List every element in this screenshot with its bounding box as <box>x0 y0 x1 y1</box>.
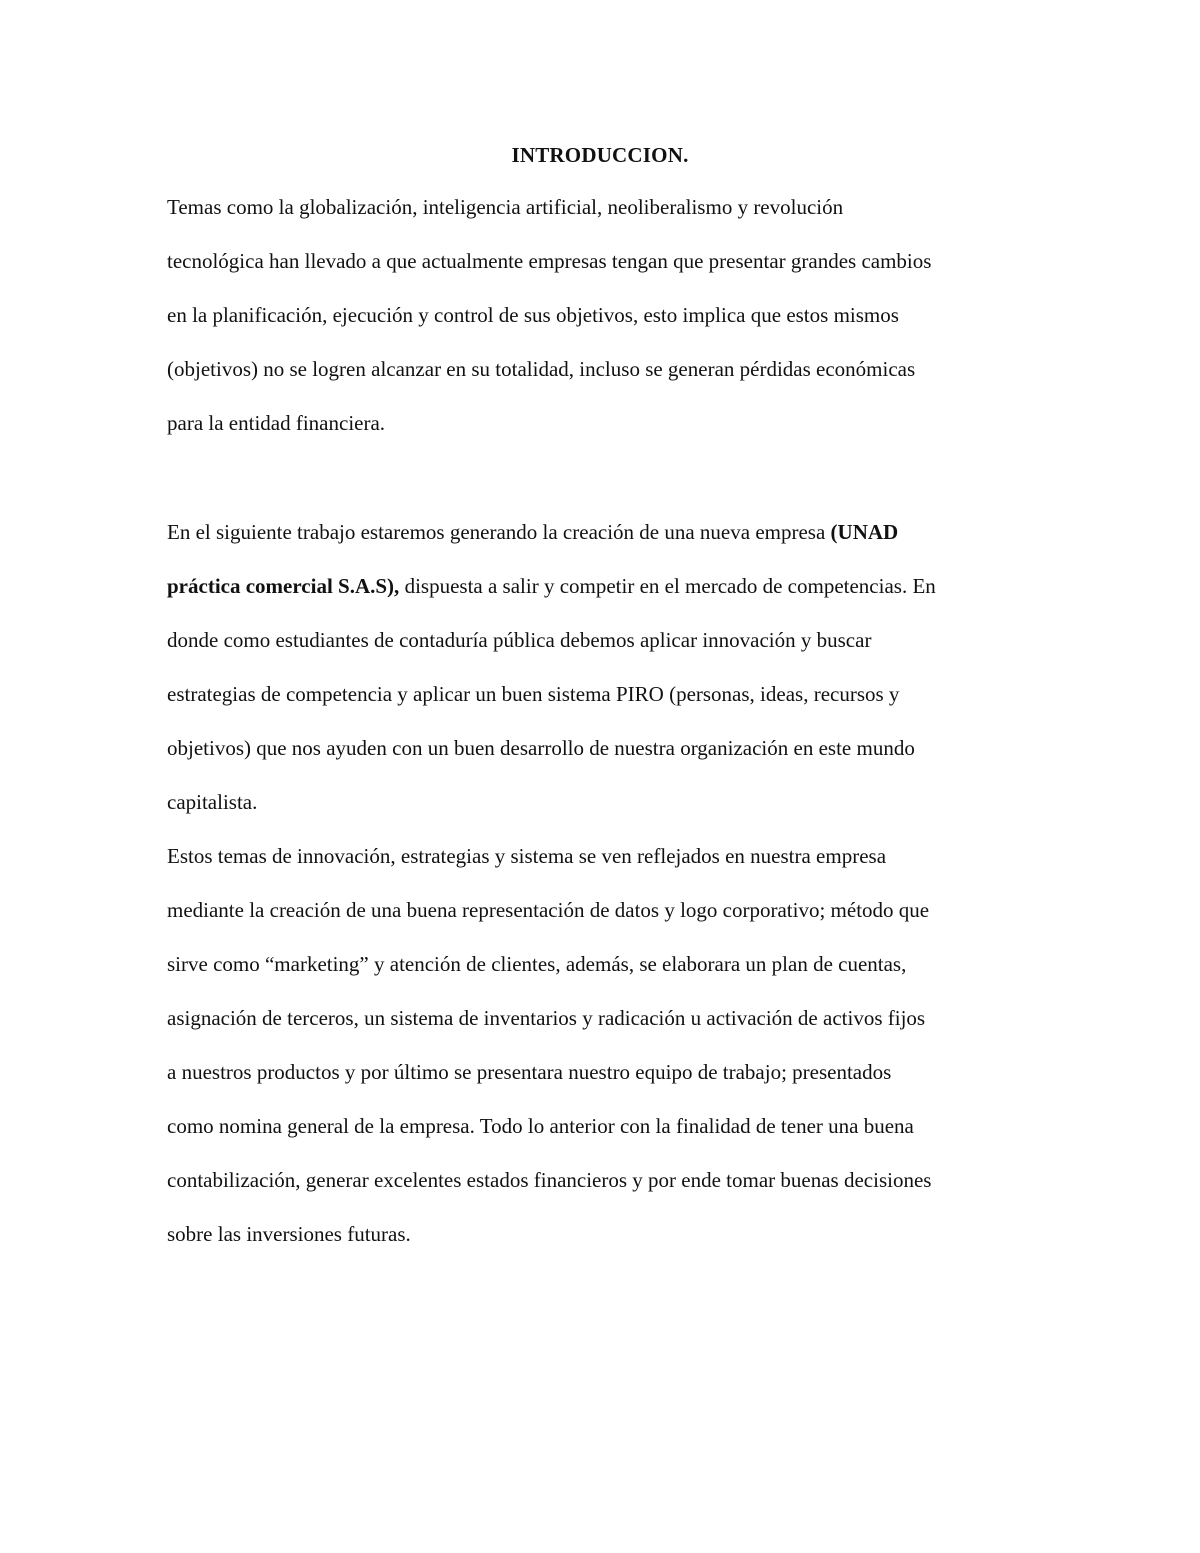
paragraph-2-line: estrategias de competencia y aplicar un buen sistema PIRO (personas, ideas, recursos y <box>167 682 900 706</box>
paragraph-3-line: sirve como “marketing” y atención de clientes, además, se elaborara un plan de cuentas, <box>167 952 907 976</box>
company-name-bold: práctica comercial S.A.S), <box>167 574 400 598</box>
document-heading: INTRODUCCION. <box>511 143 689 167</box>
paragraph-2-line <box>167 505 936 559</box>
paragraph-1 <box>167 180 931 450</box>
paragraph-3-line: contabilización, generar excelentes estados financieros y por ende tomar buenas decisiones <box>167 1168 932 1192</box>
paragraph-2-line: capitalista. <box>167 790 258 814</box>
paragraph-3-line: a nuestros productos y por último se presentara nuestro equipo de trabajo; presentados <box>167 1060 892 1084</box>
paragraph-1-line: Temas como la globalización, inteligencia artificial, neoliberalismo y revolución <box>167 195 844 219</box>
paragraph-1-line: (objetivos) no se logren alcanzar en su totalidad, incluso se generan pérdidas económicas <box>167 357 916 381</box>
paragraph-2-line: objetivos) que nos ayuden con un buen desarrollo de nuestra organización en este mundo <box>167 736 915 760</box>
paragraph-2-text: En el siguiente trabajo estaremos generando la creación de una nueva empresa <box>167 520 831 544</box>
paragraph-1-line: para la entidad financiera. <box>167 411 386 435</box>
paragraph-3-line: mediante la creación de una buena representación de datos y logo corporativo; método que <box>167 898 930 922</box>
paragraph-1-line: tecnológica han llevado a que actualmente empresas tengan que presentar grandes cambios <box>167 249 932 273</box>
company-name-bold: (UNAD <box>830 520 899 544</box>
paragraph-3 <box>167 829 931 1261</box>
paragraph-2-line: donde como estudiantes de contaduría pública debemos aplicar innovación y buscar <box>167 628 872 652</box>
paragraph-3-line: sobre las inversiones futuras. <box>167 1222 411 1246</box>
paragraph-2-line <box>167 559 936 613</box>
paragraph-3-line: Estos temas de innovación, estrategias y sistema se ven reflejados en nuestra empresa <box>167 844 887 868</box>
paragraph-2 <box>167 505 936 829</box>
paragraph-3-line: asignación de terceros, un sistema de inventarios y radicación u activación de activos fijos <box>167 1006 926 1030</box>
paragraph-3-line: como nomina general de la empresa. Todo lo anterior con la finalidad de tener una buena <box>167 1114 914 1138</box>
paragraph-2-text: dispuesta a salir y competir en el mercado de competencias. En <box>399 574 936 598</box>
paragraph-1-line: en la planificación, ejecución y control de sus objetivos, esto implica que estos mismos <box>167 303 899 327</box>
